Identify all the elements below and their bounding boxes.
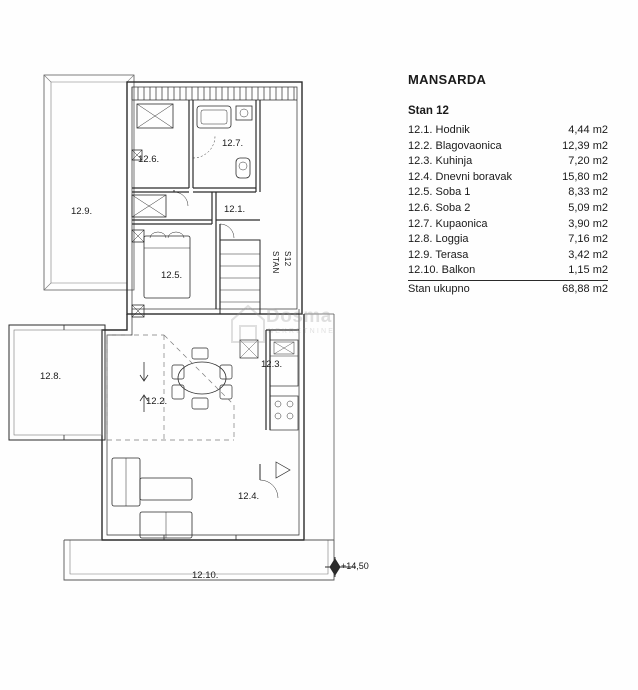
room-name: 12.2. Blagovaonica [408,139,502,152]
room-area: 8,33 m2 [568,186,608,199]
room-label-12-7: 12.7. [222,138,244,149]
room-name: 12.7. Kupaonica [408,217,488,230]
room-area: 3,90 m2 [568,217,608,230]
stair-label-s12: S12 [283,251,292,267]
table-row [408,232,608,248]
room-label-12-2: 12.2. [146,396,168,407]
room-name: 12.10. Balkon [408,264,476,277]
total-label: Stan ukupno [408,282,470,295]
room-area: 7,20 m2 [568,155,608,168]
room-name: 12.8. Loggia [408,233,469,246]
room-label-12-1: 12.1. [224,204,246,215]
table-row [408,217,608,233]
total-area: 68,88 m2 [562,282,608,295]
room-name: 12.6. Soba 2 [408,201,471,214]
room-area: 1,15 m2 [568,264,608,277]
sheet-title: MANSARDA [408,72,487,87]
table-row [408,185,608,201]
room-name: 12.3. Kuhinja [408,155,473,168]
elevation-marker-label: +14,50 [341,561,369,571]
room-name: 12.1. Hodnik [408,124,470,136]
room-name: 12.4. Dnevni boravak [408,170,512,183]
room-label-12-6: 12.6. [138,154,160,165]
table-row [408,201,608,217]
room-label-12-8: 12.8. [40,371,62,382]
legend-panel [408,72,608,298]
room-name: 12.9. Terasa [408,248,469,261]
watermark-tagline: NEKRETNINE [268,328,336,335]
table-row-total [408,280,608,298]
table-row [408,170,608,186]
room-area: 4,44 m2 [568,124,608,136]
room-label-12-10: 12.10. [192,570,219,581]
table-row [408,263,608,279]
area-table [408,123,608,298]
room-area: 15,80 m2 [562,170,608,183]
room-area: 12,39 m2 [562,139,608,152]
room-area: 5,09 m2 [568,201,608,214]
table-row [408,139,608,155]
room-area: 3,42 m2 [568,248,608,261]
room-label-12-9: 12.9. [71,206,93,217]
table-row [408,154,608,170]
room-label-12-4: 12.4. [238,491,260,502]
stair-label-stan: STAN [271,251,280,274]
room-name: 12.5. Soba 1 [408,186,471,199]
room-area: 7,16 m2 [568,233,608,246]
table-row [408,123,608,139]
room-label-12-3: 12.3. [261,359,283,370]
watermark-brand: Dosma [266,306,332,327]
unit-title: Stan 12 [408,105,449,117]
table-row [408,248,608,264]
room-label-12-5: 12.5. [161,270,183,281]
